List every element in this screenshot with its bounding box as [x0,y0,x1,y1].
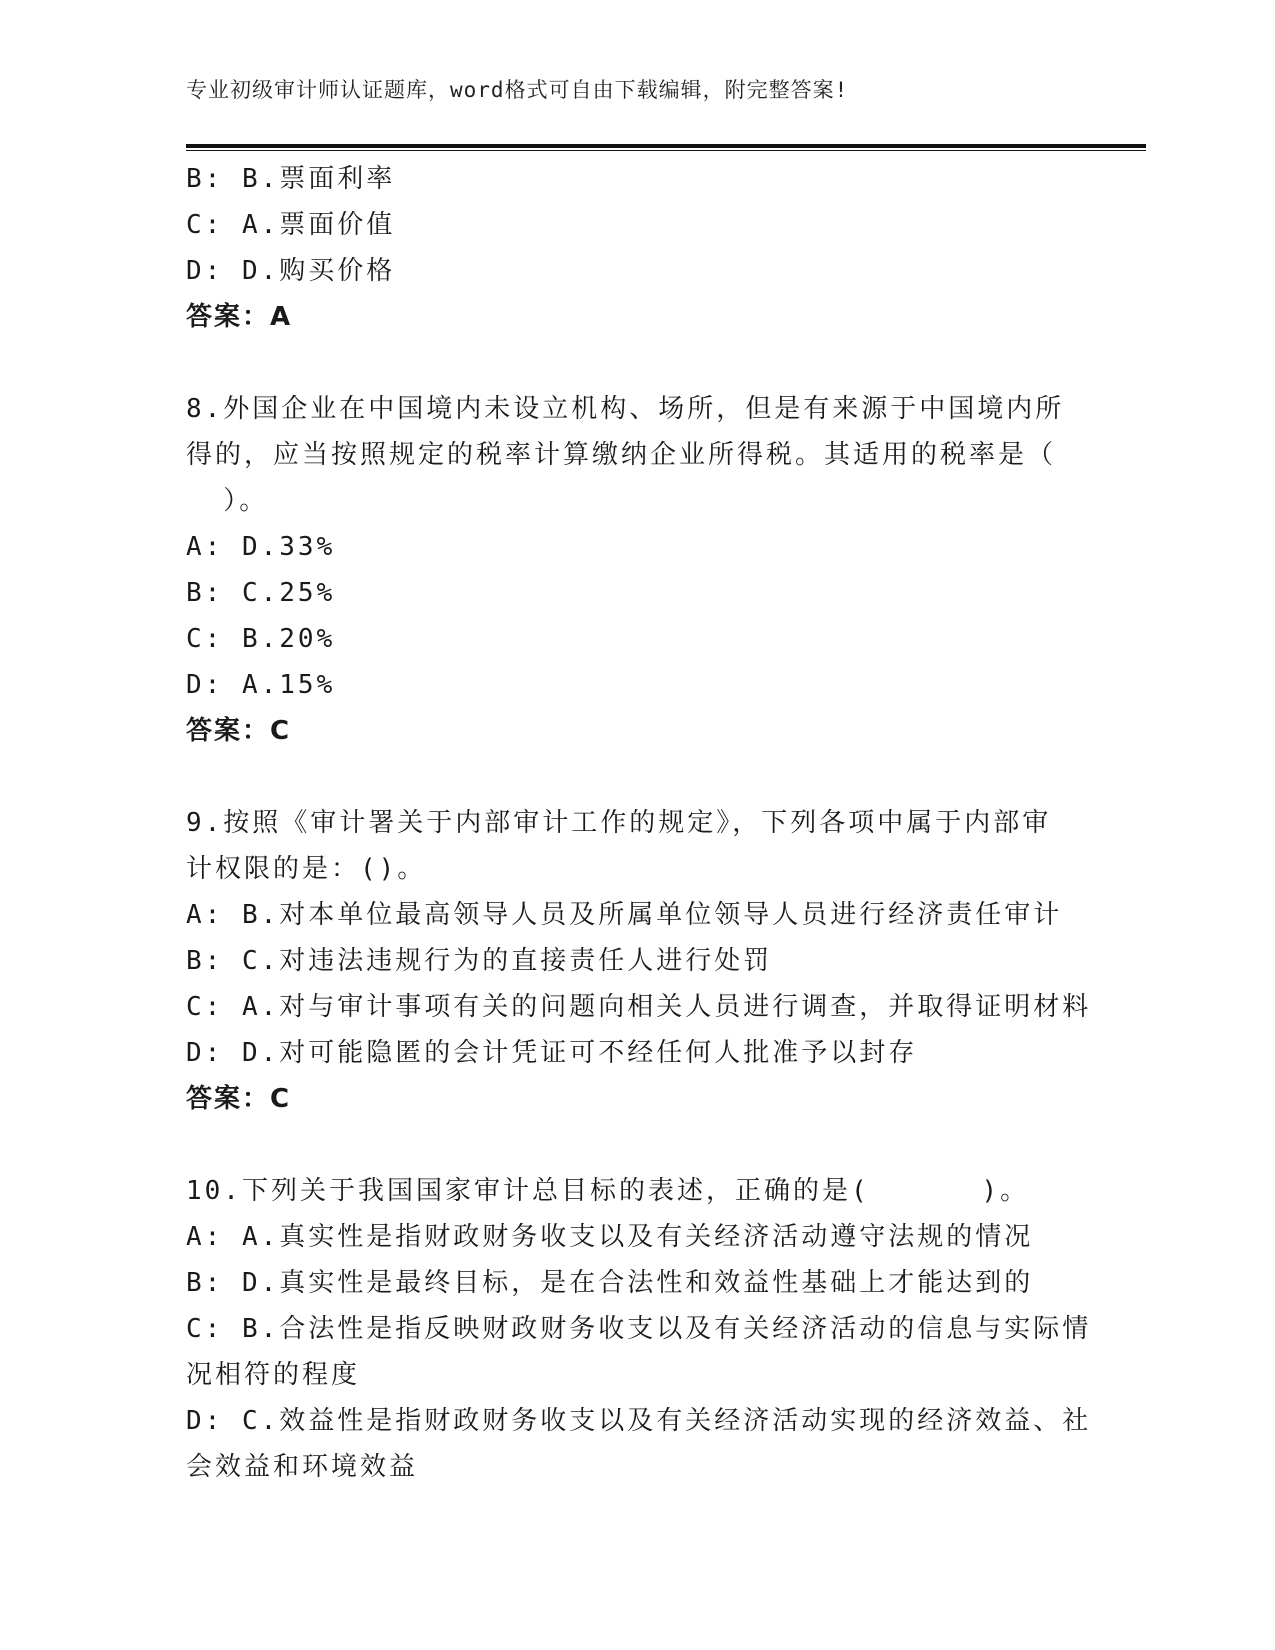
header-rule-thin [186,150,1146,151]
question-stem-line: ）。 [186,486,269,516]
question-stem-line: 计权限的是：()。 [186,854,427,884]
option-continuation-line: 会效益和环境效益 [186,1452,419,1482]
header-rule-thick [186,144,1146,148]
option-line: B: B.票面利率 [186,164,396,194]
question-stem-line: 8.外国企业在中国境内未设立机构、场所，但是有来源于中国境内所 [186,394,1065,424]
option-line: A: D.33% [186,532,336,562]
option-line: C: A.票面价值 [186,210,396,240]
answer-line: 答案：A [186,302,293,332]
option-line: D: C.效益性是指财政财务收支以及有关经济活动实现的经济效益、社 [186,1406,1092,1436]
option-line: D: A.15% [186,670,336,700]
option-line: C: B.20% [186,624,336,654]
option-line: B: D.真实性是最终目标，是在合法性和效益性基础上才能达到的 [186,1268,1034,1298]
option-line: C: B.合法性是指反映财政财务收支以及有关经济活动的信息与实际情 [186,1314,1092,1344]
question-stem-line: 得的，应当按照规定的税率计算缴纳企业所得税。其适用的税率是（ [186,440,1057,470]
document-body [186,156,1092,1490]
option-line: D: D.购买价格 [186,256,396,286]
option-continuation-line: 况相符的程度 [186,1360,361,1390]
question-8 [186,386,1086,754]
answer-line: 答案：C [186,1084,292,1114]
question-stem-line: 10.下列关于我国国家审计总目标的表述，正确的是( )。 [186,1176,1030,1206]
page-header: 专业初级审计师认证题库，word格式可自由下载编辑，附完整答案! [186,78,849,102]
option-line: C: A.对与审计事项有关的问题向相关人员进行调查，并取得证明材料 [186,992,1092,1022]
question-9 [186,800,1092,1122]
option-line: A: A.真实性是指财政财务收支以及有关经济活动遵守法规的情况 [186,1222,1034,1252]
question-10 [186,1168,1092,1490]
option-line: D: D.对可能隐匿的会计凭证可不经任何人批准予以封存 [186,1038,918,1068]
question-stem-line: 9.按照《审计署关于内部审计工作的规定》，下列各项中属于内部审 [186,808,1052,838]
option-line: B: C.对违法违规行为的直接责任人进行处罚 [186,946,773,976]
option-line: A: B.对本单位最高领导人员及所属单位领导人员进行经济责任审计 [186,900,1063,930]
option-line: B: C.25% [186,578,336,608]
answer-line: 答案：C [186,716,292,746]
